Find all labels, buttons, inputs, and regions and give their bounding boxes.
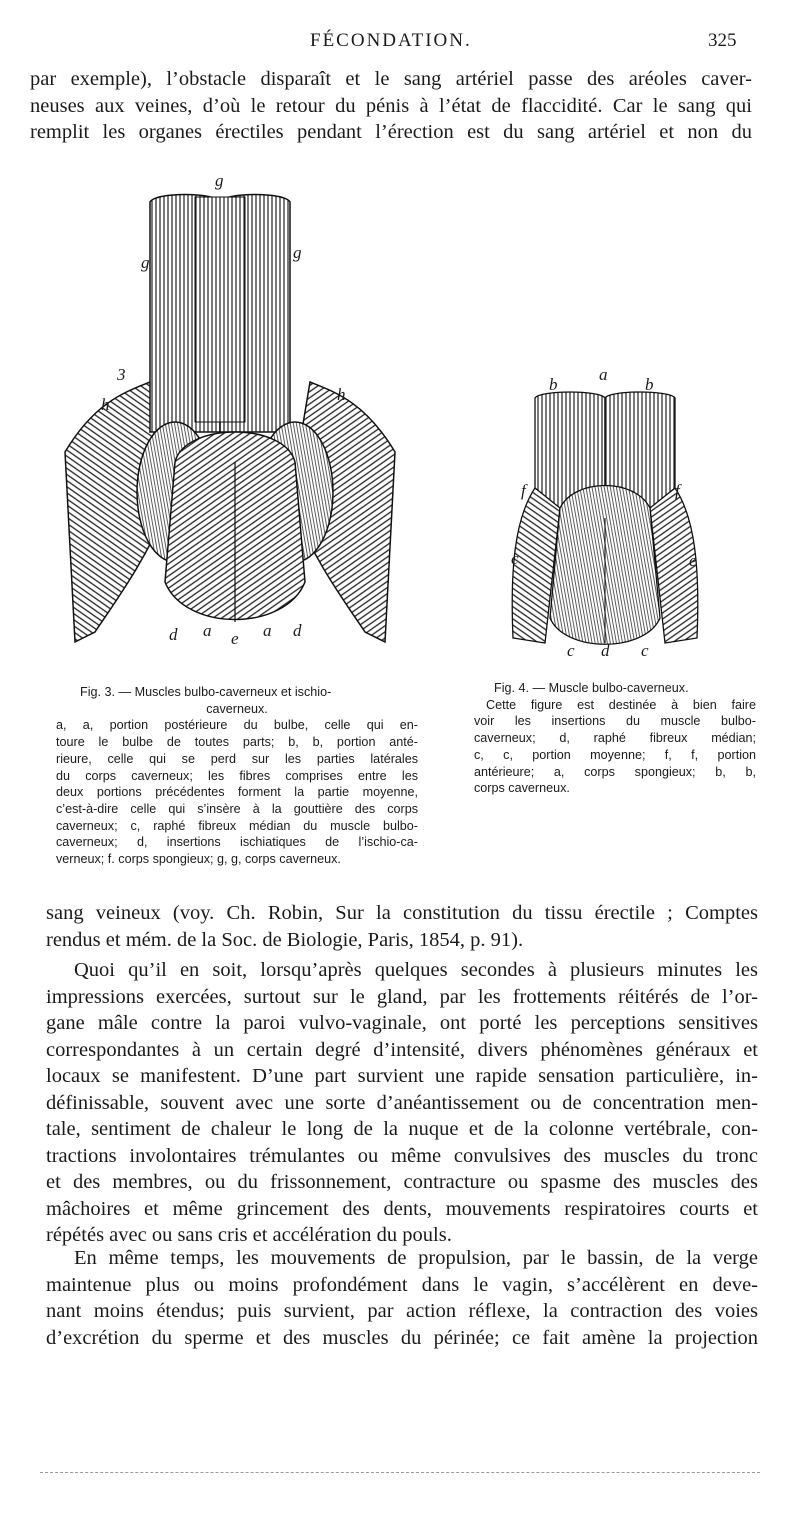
figure-3-illustration	[55, 172, 405, 672]
text-line: répétés avec ou sans cris et accélération du pouls.	[46, 1224, 452, 1246]
text-line: maintenue plus ou moins profondément dans le vagin, s’accélèrent en deve-	[46, 1273, 758, 1296]
fig3-label-d-right: d	[293, 621, 302, 640]
fig3-label-g-left: g	[141, 253, 150, 272]
caption-title: Fig. 4. — Muscle bulbo-caverneux.	[494, 681, 689, 695]
text-line: d’excrétion du sperme et des muscles du périnée; ce fait amène la projection	[46, 1326, 758, 1349]
fig4-label-e-right: e	[689, 551, 697, 570]
fig3-label-a-left: a	[203, 621, 212, 640]
fig3-label-d-left: d	[169, 625, 178, 644]
caption-line: caverneux; d, raphé fibreux médian;	[474, 731, 756, 746]
text-line: neuses aux veines, d’où le retour du pénis à l’état de flaccidité. Car le sang qui	[30, 94, 752, 117]
caption-line: antérieure; a, corps spongieux; b, b,	[474, 764, 756, 779]
fig3-label-g-right: g	[293, 243, 302, 262]
fig3-label-a-right: a	[263, 621, 272, 640]
figure-4-engraving	[505, 368, 705, 663]
text-line: mâchoires et même grincement des dents, mouvements respiratoires courts et	[46, 1197, 758, 1220]
text-line: par exemple), l’obstacle disparaît et le sang artériel passe des aréoles caver-	[30, 68, 752, 90]
fig3-label-h-right: h	[337, 385, 346, 404]
running-header	[0, 30, 800, 56]
text-line: locaux se manifestent. D’une part survient une rapide sensation particulière, in-	[46, 1065, 758, 1087]
text-line: Quoi qu’il en soit, lorsqu’après quelques secondes à plusieurs minutes les	[74, 959, 758, 981]
fig4-label-f-left: f	[521, 481, 526, 500]
caption-line: rieure, celle qui se perd sur les parties latérales	[56, 751, 418, 766]
fig4-label-c-bottom-right: c	[641, 641, 649, 660]
fig4-label-c-left: c	[511, 549, 519, 568]
text-line: et des membres, ou du frissonnement, contracture ou spasme des muscles des	[46, 1171, 758, 1193]
caption-title: Fig. 3. — Muscles bulbo-caverneux et ischio-	[80, 685, 332, 699]
figure-3-caption	[56, 684, 418, 868]
caption-line: c, c, portion moyenne; f, f, portion	[474, 747, 756, 762]
fig3-label-e: e	[231, 629, 239, 648]
text-line: tale, sentiment de chaleur le long de la nuque et de la colonne vertébrale, con-	[46, 1118, 758, 1140]
caption-line: caverneux; d, insertions ischiatiques de l’ischio-ca-	[56, 835, 418, 850]
caption-line: a, a, portion postérieure du bulbe, celle qui en-	[56, 718, 418, 733]
fig3-label-g-top: g	[215, 172, 224, 190]
text-line: nant moins étendus; puis survient, par action réflexe, la contraction des voies	[46, 1300, 758, 1322]
caption-line: Cette figure est destinée à bien faire	[486, 697, 756, 712]
fig3-label-h-left: h	[101, 395, 110, 414]
caption-line: c’est-à-dire celle qui s’insère à la gouttière des corps	[56, 801, 418, 816]
text-line: tractions involontaires trémulantes ou même convulsives des muscles du tronc	[46, 1144, 758, 1167]
text-line: remplit les organes érectiles pendant l’érection est du sang artériel et non du	[30, 121, 752, 143]
fig4-label-f-right: f	[675, 481, 680, 500]
text-line: sang veineux (voy. Ch. Robin, Sur la constitution du tissu érectile ; Comptes	[46, 902, 758, 924]
fig3-label-3: 3	[117, 365, 126, 384]
caption-line: corps caverneux.	[474, 781, 570, 796]
intro-paragraph	[30, 66, 752, 146]
fig4-label-b-left: b	[549, 375, 558, 394]
body-paragraph-3	[46, 1245, 758, 1351]
text-line: En même temps, les mouvements de propulsion, par le bassin, de la verge	[74, 1247, 758, 1269]
text-line: rendus et mém. de la Soc. de Biologie, Paris, 1854, p. 91).	[46, 928, 524, 951]
fig4-label-c-bottom: c	[567, 641, 575, 660]
fig4-label-d-bottom: d	[601, 641, 610, 660]
body-paragraph-2	[46, 957, 758, 1249]
body-paragraph-1	[46, 900, 758, 953]
page-number: 325	[708, 30, 737, 51]
fig4-label-b-right: b	[645, 375, 654, 394]
figure-3-engraving	[55, 172, 405, 672]
text-line: correspondantes à un certain degré d’intensité, divers phénomènes généraux et	[46, 1038, 758, 1061]
text-line: impressions exercées, surtout sur le gland, par les frottements réitérés de l’or-	[46, 985, 758, 1008]
caption-line: du corps caverneux; les fibres comprises entre les	[56, 768, 418, 783]
running-title: FÉCONDATION.	[310, 30, 472, 51]
caption-line: deux portions précédentes forment la partie moyenne,	[56, 785, 418, 800]
figure-4-caption	[474, 680, 756, 797]
text-line: gane mâle contre la paroi vulvo-vaginale, ont porté les perceptions sensitives	[46, 1012, 758, 1034]
footer-rule	[40, 1472, 760, 1473]
text-line: définissable, souvent avec une sorte d’anéantissement ou de concentration men-	[46, 1091, 758, 1114]
caption-line: caverneux; c, raphé fibreux médian du muscle bulbo-	[56, 818, 418, 833]
caption-line: voir les insertions du muscle bulbo-	[474, 714, 756, 729]
caption-title-cont: caverneux.	[206, 701, 268, 716]
fig4-label-a-top: a	[599, 368, 608, 384]
caption-line: verneux; f. corps spongieux; g, g, corps caverneux.	[56, 852, 341, 867]
caption-line: toure le bulbe de toutes parts; b, b, portion anté-	[56, 735, 418, 750]
figure-4-illustration	[505, 368, 705, 663]
